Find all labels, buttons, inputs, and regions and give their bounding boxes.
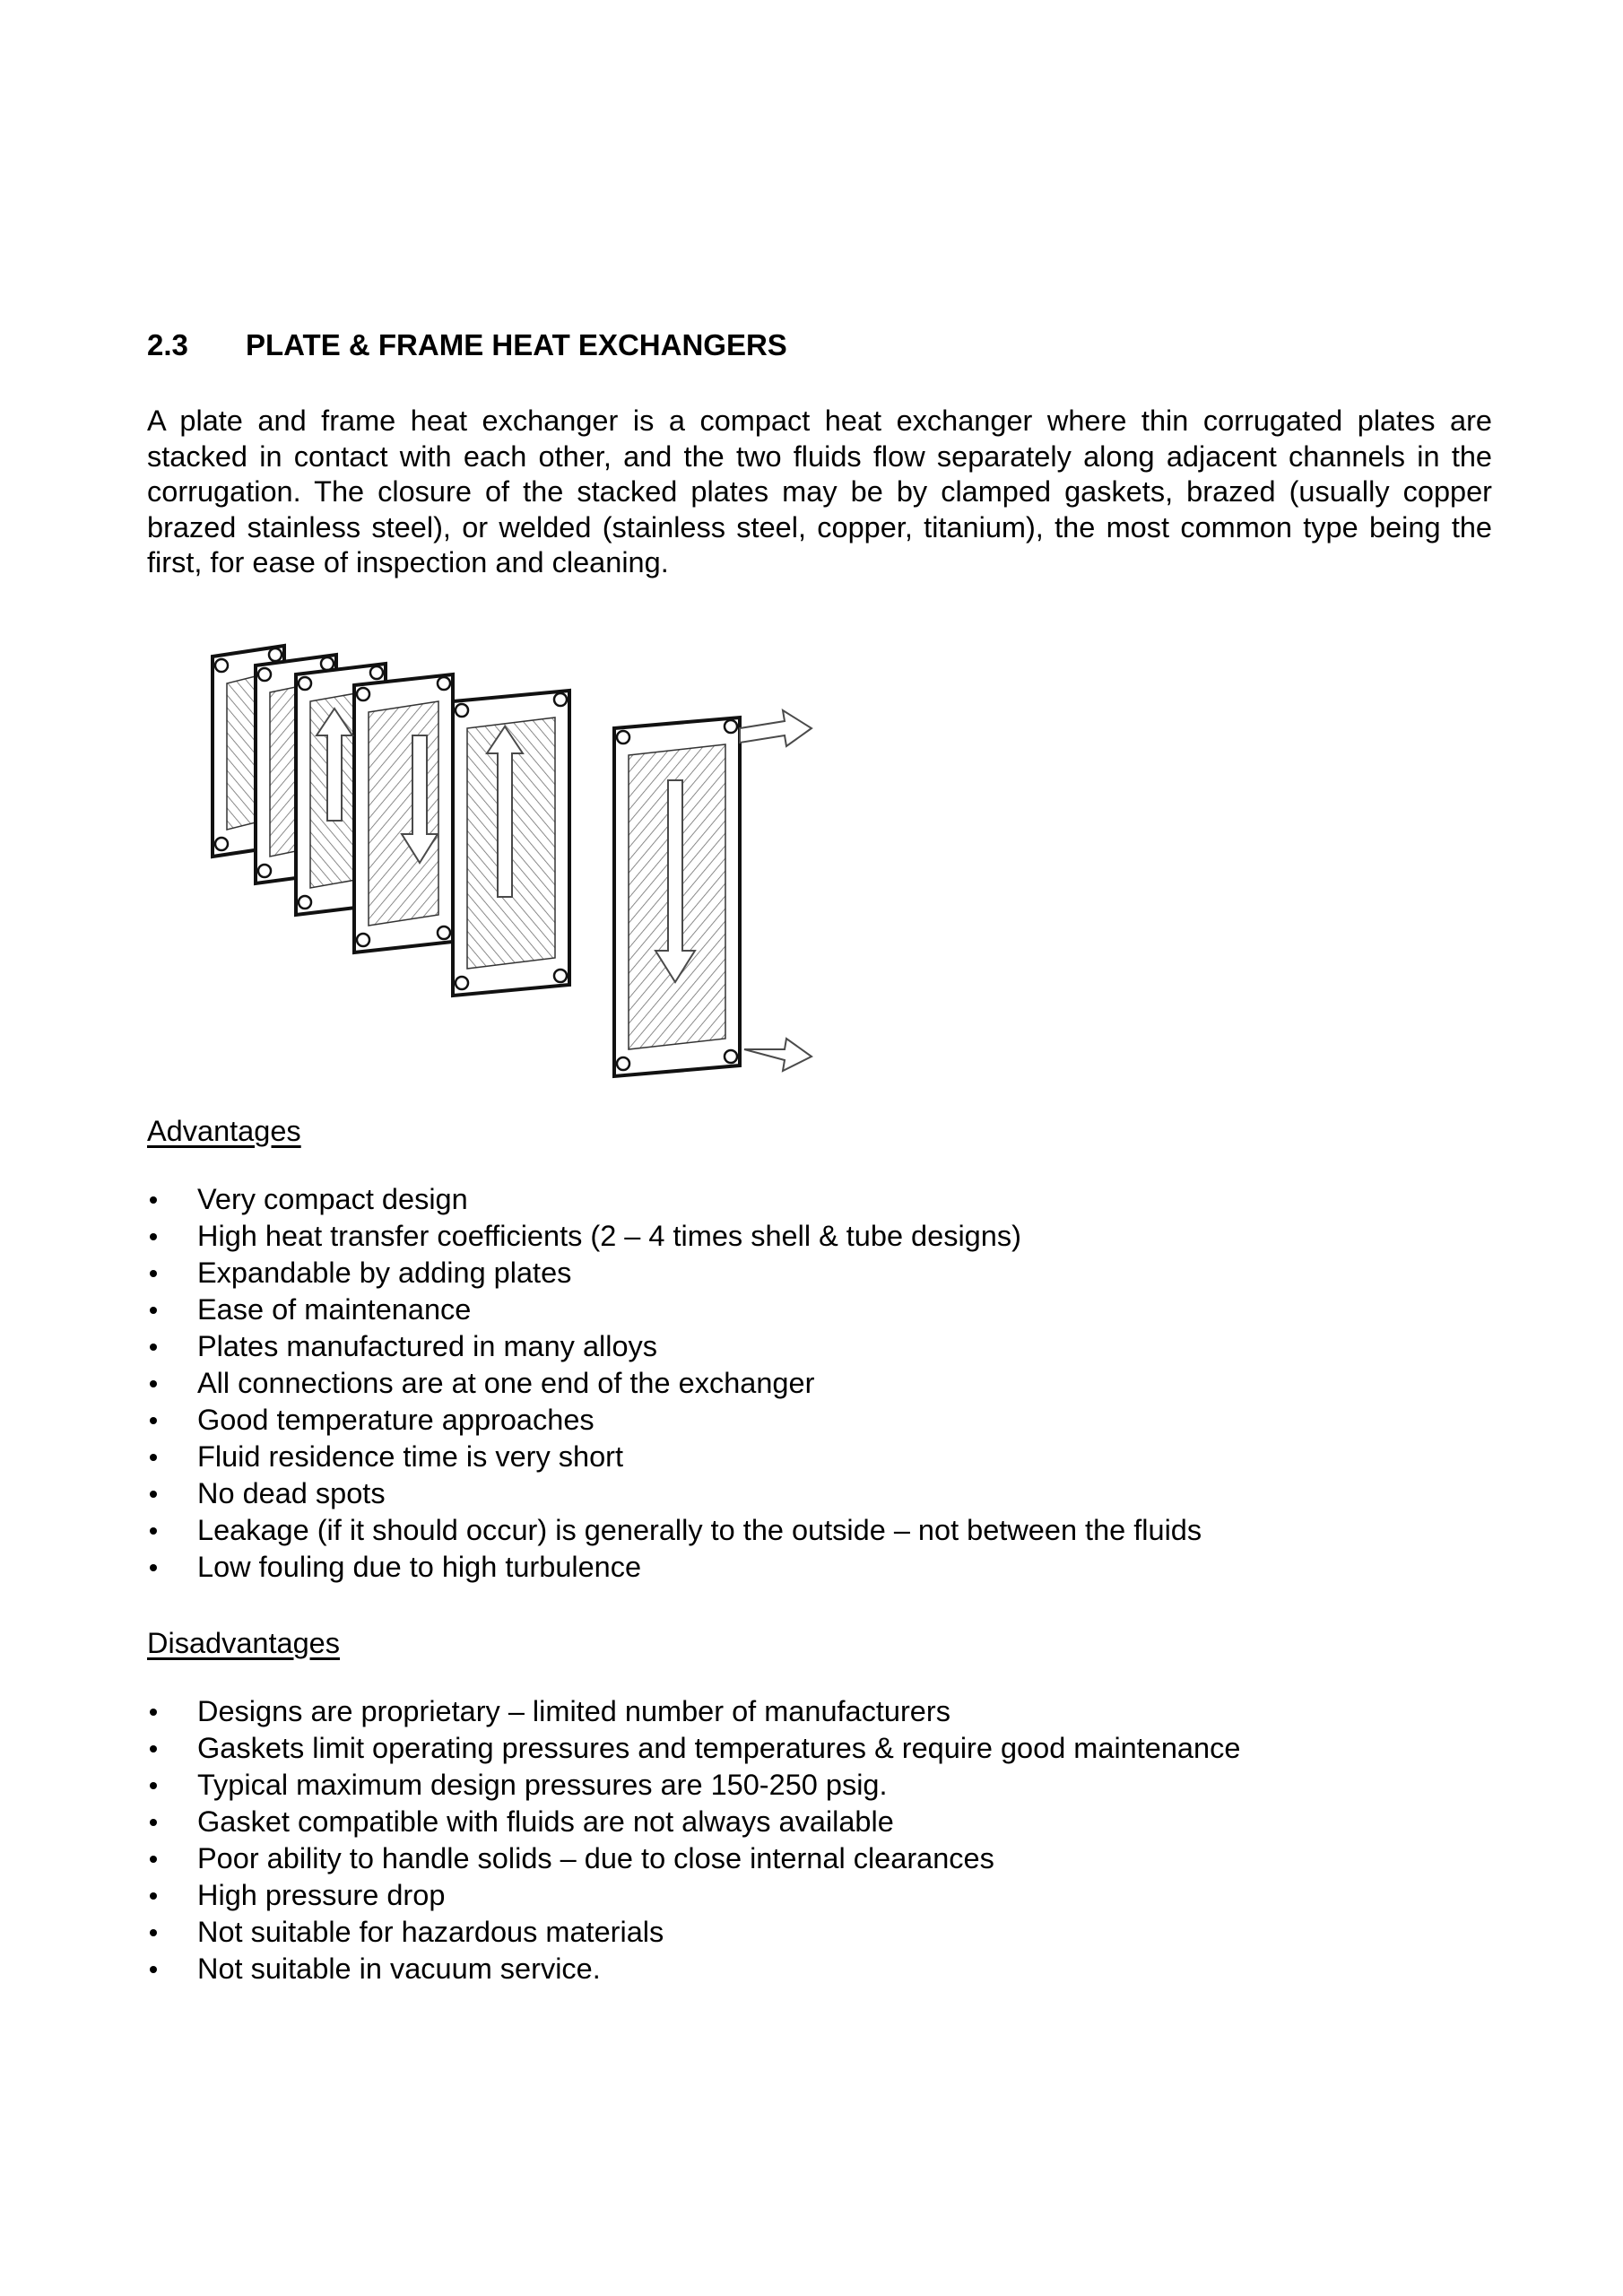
advantages-list — [147, 1181, 1202, 1586]
advantage-item: Plates manufactured in many alloys — [147, 1328, 1202, 1365]
disadvantage-item: Typical maximum design pressures are 150-250 psig. — [147, 1767, 1240, 1804]
section-number: 2.3 — [147, 328, 188, 361]
plate-heat-exchanger-illustration — [202, 628, 847, 1112]
advantage-item: All connections are at one end of the exchanger — [147, 1365, 1202, 1402]
disadvantages-list — [147, 1693, 1240, 1987]
advantages-heading: Advantages — [147, 1115, 301, 1147]
advantage-item: No dead spots — [147, 1475, 1202, 1512]
disadvantage-item: High pressure drop — [147, 1877, 1240, 1914]
exchanger-plate — [354, 674, 453, 952]
disadvantage-item: Not suitable in vacuum service. — [147, 1951, 1240, 1987]
flow-arrow — [744, 1039, 812, 1071]
advantage-item: Expandable by adding plates — [147, 1255, 1202, 1292]
disadvantages-heading: Disadvantages — [147, 1627, 340, 1659]
disadvantage-item: Designs are proprietary – limited number of manufacturers — [147, 1693, 1240, 1730]
advantage-item: Very compact design — [147, 1181, 1202, 1218]
disadvantage-item: Gaskets limit operating pressures and temperatures & require good maintenance — [147, 1730, 1240, 1767]
advantage-item: High heat transfer coefficients (2 – 4 times shell & tube designs) — [147, 1218, 1202, 1255]
disadvantage-item: Not suitable for hazardous materials — [147, 1914, 1240, 1951]
advantage-item: Good temperature approaches — [147, 1402, 1202, 1439]
disadvantage-item: Gasket compatible with fluids are not always available — [147, 1804, 1240, 1840]
intro-paragraph: A plate and frame heat exchanger is a compact heat exchanger where thin corrugated plates are stacked in contact with each other, and the two fluids flow separately along adjacent channels in the corrugation. The closure of the stacked plates may be by clamped gaskets, brazed (usually copper brazed stainless steel), or welded (stainless steel, copper, titanium), the most common type being the first, for ease of inspection and cleaning. — [147, 404, 1492, 579]
advantage-item: Low fouling due to high turbulence — [147, 1549, 1202, 1586]
disadvantage-item: Poor ability to handle solids – due to close internal clearances — [147, 1840, 1240, 1877]
advantage-item: Ease of maintenance — [147, 1292, 1202, 1328]
section-heading — [147, 328, 787, 362]
flow-arrow — [740, 710, 812, 746]
section-title: PLATE & FRAME HEAT EXCHANGERS — [246, 328, 787, 361]
advantage-item: Fluid residence time is very short — [147, 1439, 1202, 1475]
advantage-item: Leakage (if it should occur) is generally to the outside – not between the fluids — [147, 1512, 1202, 1549]
